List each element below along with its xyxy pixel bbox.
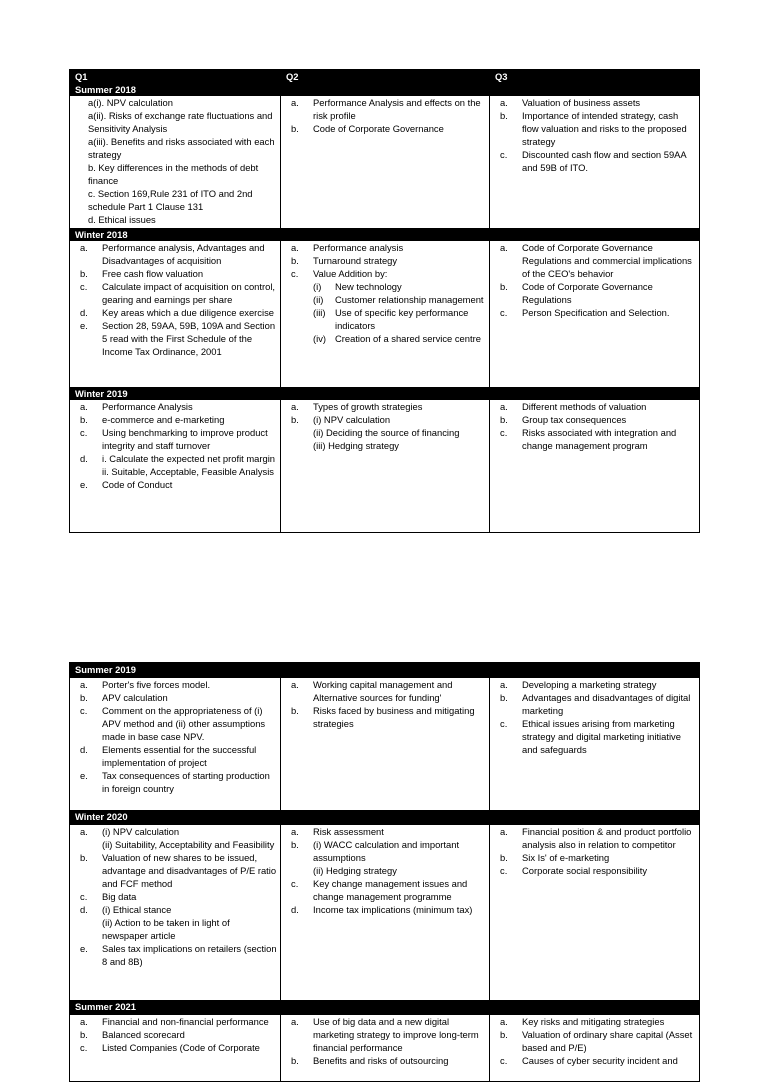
topic-item [75, 400, 277, 413]
item-text: Benefits and risks of outsourcing [313, 1054, 449, 1066]
section-title-row [70, 387, 700, 400]
item-marker: d. [80, 743, 88, 755]
item-text: Performance analysis, Advantages and Disadvantages of acquisition [102, 242, 265, 266]
section-title: Winter 2019 [70, 387, 700, 400]
topic-item [286, 413, 486, 426]
header-q1: Q1 [70, 70, 281, 84]
topic-item [495, 717, 696, 756]
item-text: Section 28, 59AA, 59B, 109A and Section 5 read with the First Schedule of the Income Tax Ordinance, 2001 [102, 320, 276, 357]
item-marker: b. [500, 281, 508, 292]
item-marker: b. [80, 851, 88, 863]
topic-item [286, 678, 486, 704]
item-marker: b. [291, 255, 299, 266]
item-marker: c. [291, 268, 299, 279]
q3-cell [490, 825, 700, 1000]
item-text: Comment on the appropriateness of (i) APV method and (ii) other assumptions made in base case NPV. [102, 704, 266, 742]
item-marker: b. [80, 1028, 88, 1040]
item-marker: b. [500, 1028, 508, 1040]
q1-cell [70, 1015, 281, 1082]
topic-list [75, 825, 277, 968]
topic-item [75, 465, 277, 478]
item-text: Big data [102, 890, 137, 902]
topic-item [286, 877, 486, 903]
item-text: ii. Suitable, Acceptable, Feasible Analysis [102, 466, 274, 477]
item-marker: b. [291, 1054, 299, 1066]
topic-item [75, 691, 277, 704]
header-row [70, 70, 700, 84]
item-marker: b. [80, 268, 88, 279]
q2-cell [281, 678, 490, 811]
q1-cell [70, 678, 281, 811]
item-text: Code of Corporate Governance Regulations [522, 281, 653, 305]
item-marker: a. [291, 825, 299, 837]
topic-item: a(iii). Benefits and risks associated with each strategy [88, 136, 275, 160]
topic-item [495, 691, 696, 717]
item-text: Income tax implications (minimum tax) [313, 903, 473, 915]
section-title: Winter 2020 [70, 810, 700, 825]
q3-cell [490, 241, 700, 387]
item-text: Elements essential for the successful implementation of project [102, 743, 257, 768]
item-text: Use of big data and a new digital marketing strategy to improve long-term financial performance [313, 1015, 479, 1053]
sub-topic-item [308, 332, 486, 345]
item-text: Person Specification and Selection. [522, 307, 670, 318]
item-marker: a. [291, 401, 299, 412]
topic-item [75, 1015, 277, 1028]
item-text: (i) Ethical stance [102, 903, 172, 915]
topic-item [495, 1028, 696, 1054]
sub-topic-list [286, 280, 486, 345]
topic-item [75, 678, 277, 691]
section-title: Summer 2018 [70, 83, 700, 96]
header-q3: Q3 [490, 70, 700, 84]
item-text: Group tax consequences [522, 414, 627, 425]
topic-item [495, 306, 696, 319]
item-text: Creation of a shared service centre [335, 333, 481, 344]
item-text: Free cash flow valuation [102, 268, 204, 279]
topic-item [75, 452, 277, 465]
topic-list [286, 678, 486, 730]
item-marker: e. [80, 942, 88, 954]
item-marker: d. [291, 903, 299, 915]
topic-item [286, 825, 486, 838]
item-marker: a. [80, 242, 88, 253]
item-marker: a. [291, 678, 299, 690]
item-marker: b. [80, 414, 88, 425]
topic-item: a(ii). Risks of exchange rate fluctuations and Sensitivity Analysis [88, 110, 273, 134]
topic-item [286, 426, 486, 439]
item-text: Code of Conduct [102, 479, 173, 490]
topic-item [286, 122, 486, 135]
item-text: Key areas which a due diligence exercise [102, 307, 274, 318]
topic-list [495, 96, 696, 174]
topic-item [286, 96, 486, 122]
section-title: Summer 2019 [70, 663, 700, 678]
item-marker: e. [80, 479, 88, 490]
section-title-row [70, 663, 700, 678]
section-content-row [70, 96, 700, 228]
q2-cell [281, 96, 490, 228]
item-text: Different methods of valuation [522, 401, 647, 412]
exam-topics-table-1 [69, 69, 700, 533]
topic-item [286, 254, 486, 267]
topic-item [75, 319, 277, 358]
section-title-row [70, 228, 700, 241]
item-text: Valuation of ordinary share capital (Asset based and P/E) [522, 1028, 693, 1053]
item-marker: c. [500, 717, 508, 729]
topic-list [286, 1015, 486, 1067]
topic-item [495, 1054, 696, 1067]
q2-cell [281, 825, 490, 1000]
topic-item [75, 838, 277, 851]
section-title-row [70, 810, 700, 825]
q1-cell [70, 96, 281, 228]
topic-item [75, 478, 277, 491]
sub-topic-item [308, 306, 486, 332]
topic-item: d. Ethical issues [88, 214, 156, 225]
item-marker: c. [80, 1041, 88, 1053]
section-content-row [70, 1015, 700, 1082]
item-text: Using benchmarking to improve product integrity and staff turnover [102, 427, 268, 451]
item-text: Corporate social responsibility [522, 864, 648, 876]
topic-item [75, 306, 277, 319]
item-text: Causes of cyber security incident and [522, 1054, 678, 1066]
topic-item [75, 890, 277, 903]
topic-item [286, 838, 486, 864]
header-q2: Q2 [281, 70, 490, 84]
item-text: Calculate impact of acquisition on control, gearing and earnings per share [102, 281, 276, 305]
item-marker: b. [291, 704, 299, 716]
section-content-row [70, 825, 700, 1000]
item-marker: c. [80, 704, 88, 716]
topic-list [495, 400, 696, 452]
topic-item [286, 241, 486, 254]
topic-item [75, 851, 277, 890]
topic-item [75, 769, 277, 795]
topic-item [495, 96, 696, 109]
topic-item [75, 743, 277, 769]
item-marker: a. [500, 401, 508, 412]
item-marker: (iv) [313, 333, 327, 344]
topic-item [495, 241, 696, 280]
item-marker: a. [500, 97, 508, 108]
item-text: Types of growth strategies [313, 401, 423, 412]
item-marker: c. [291, 877, 299, 889]
section-content-row [70, 678, 700, 811]
q3-cell [490, 96, 700, 228]
topic-list [495, 678, 696, 756]
section-content-row [70, 400, 700, 532]
q3-cell [490, 678, 700, 811]
q2-cell [281, 241, 490, 387]
item-marker: a. [80, 401, 88, 412]
item-text: (ii) Suitability, Acceptability and Feasibility [102, 838, 275, 850]
item-marker: c. [500, 149, 508, 160]
item-text: Value Addition by: [313, 268, 388, 279]
item-marker: b. [500, 851, 508, 863]
item-marker: e. [80, 769, 88, 781]
item-marker: (i) [313, 281, 322, 292]
topic-list [286, 96, 486, 135]
item-text: (i) WACC calculation and important assumptions [313, 838, 460, 863]
topic-list [75, 96, 277, 226]
item-marker: a. [291, 97, 299, 108]
topic-item [286, 400, 486, 413]
topic-item [495, 1015, 696, 1028]
item-marker: b. [291, 414, 299, 425]
item-marker: c. [500, 864, 508, 876]
topic-list [75, 678, 277, 795]
item-text: (iii) Hedging strategy [313, 440, 399, 451]
item-marker: a. [291, 242, 299, 253]
item-marker: a. [80, 825, 88, 837]
item-marker: a. [500, 825, 508, 837]
item-marker: a. [80, 678, 88, 690]
topic-item [75, 426, 277, 452]
item-text: Risks associated with integration and change management program [522, 427, 677, 451]
sub-topic-item [308, 280, 486, 293]
item-marker: b. [500, 110, 508, 121]
topic-item [75, 241, 277, 267]
section-content-row [70, 241, 700, 387]
item-text: Discounted cash flow and section 59AA and 59B of ITO. [522, 149, 687, 173]
topic-item: b. Key differences in the methods of debt finance [88, 162, 259, 186]
sub-topic-item [308, 293, 486, 306]
topic-item [495, 280, 696, 306]
item-marker: a. [291, 1015, 299, 1027]
item-text: (ii) Hedging strategy [313, 864, 397, 876]
topic-item [75, 280, 277, 306]
q1-cell [70, 400, 281, 532]
topic-item [495, 413, 696, 426]
topic-item [495, 678, 696, 691]
topic-item [286, 1015, 486, 1054]
item-text: APV calculation [102, 691, 168, 703]
item-text: (i) NPV calculation [313, 414, 391, 425]
item-marker: a. [500, 242, 508, 253]
item-text: Key change management issues and change management programme [313, 877, 468, 902]
topic-item [495, 148, 696, 174]
item-marker: (iii) [313, 307, 326, 318]
q3-cell [490, 400, 700, 532]
item-text: Use of specific key performance indicators [335, 307, 469, 331]
section-title: Summer 2021 [70, 1000, 700, 1015]
item-text: Valuation of new shares to be issued, advantage and disadvantages of P/E ratio and FCF method [102, 851, 277, 889]
item-text: Code of Corporate Governance [313, 123, 444, 134]
topic-item [75, 704, 277, 743]
q2-cell [281, 400, 490, 532]
section-title: Winter 2018 [70, 228, 700, 241]
topic-item [75, 413, 277, 426]
item-marker: d. [80, 903, 88, 915]
section-title-row [70, 1000, 700, 1015]
item-text: Importance of intended strategy, cash flow valuation and risks to the proposed strategy [522, 110, 687, 147]
item-text: Performance Analysis and effects on the risk profile [313, 97, 481, 121]
item-marker: b. [80, 691, 88, 703]
item-marker: a. [500, 1015, 508, 1027]
item-text: Financial and non-financial performance [102, 1015, 269, 1027]
item-marker: e. [80, 320, 88, 331]
topic-item: c. Section 169,Rule 231 of ITO and 2nd schedule Part 1 Clause 131 [88, 188, 253, 212]
topic-item [75, 942, 277, 968]
topic-item [75, 916, 277, 942]
topic-item [75, 1041, 277, 1054]
item-text: Ethical issues arising from marketing strategy and digital marketing initiative and safeguards [522, 717, 681, 755]
topic-item [495, 426, 696, 452]
item-marker: d. [80, 453, 88, 464]
item-text: Valuation of business assets [522, 97, 641, 108]
item-text: (i) NPV calculation [102, 825, 180, 837]
item-text: Risks faced by business and mitigating strategies [313, 704, 475, 729]
item-text: (ii) Action to be taken in light of newspaper article [102, 916, 230, 941]
topic-item [75, 1028, 277, 1041]
item-text: Working capital management and Alternative sources for funding' [313, 678, 453, 703]
item-marker: c. [80, 890, 88, 902]
item-marker: b. [500, 691, 508, 703]
item-text: Advantages and disadvantages of digital marketing [522, 691, 691, 716]
q1-cell [70, 241, 281, 387]
topic-list [286, 241, 486, 280]
item-marker: a. [500, 678, 508, 690]
item-text: Customer relationship management [335, 294, 484, 305]
topic-item [286, 704, 486, 730]
q3-cell [490, 1015, 700, 1082]
topic-list [286, 825, 486, 916]
topic-item [75, 267, 277, 280]
topic-item [286, 864, 486, 877]
item-text: Performance analysis [313, 242, 404, 253]
item-text: Six Is' of e-marketing [522, 851, 610, 863]
topic-item [495, 109, 696, 148]
topic-item [286, 439, 486, 452]
topic-item [495, 851, 696, 864]
item-text: Risk assessment [313, 825, 384, 837]
item-marker: a. [80, 1015, 88, 1027]
topic-list [75, 400, 277, 491]
item-text: i. Calculate the expected net profit margin [102, 453, 276, 464]
topic-list [495, 1015, 696, 1067]
item-marker: b. [291, 838, 299, 850]
item-marker: c. [80, 281, 88, 292]
topic-list [495, 825, 696, 877]
item-marker: c. [80, 427, 88, 438]
topic-item [286, 267, 486, 280]
item-text: Balanced scorecard [102, 1028, 185, 1040]
topic-item [495, 400, 696, 413]
topic-item: a(i). NPV calculation [88, 97, 173, 108]
item-text: Key risks and mitigating strategies [522, 1015, 665, 1027]
item-text: Performance Analysis [102, 401, 193, 412]
q2-cell [281, 1015, 490, 1082]
item-text: Tax consequences of starting production in foreign country [102, 769, 270, 794]
topic-item [495, 864, 696, 877]
topic-list [75, 1015, 277, 1054]
topic-item [75, 825, 277, 838]
exam-topics-table-2 [69, 662, 700, 1082]
topic-item [75, 903, 277, 916]
section-title-row [70, 83, 700, 96]
item-marker: c. [500, 1054, 508, 1066]
item-marker: d. [80, 307, 88, 318]
topic-item [286, 903, 486, 916]
topic-list [495, 241, 696, 319]
item-marker: (ii) [313, 294, 324, 305]
item-text: Listed Companies (Code of Corporate [102, 1041, 260, 1053]
topic-item [495, 825, 696, 851]
item-text: Sales tax implications on retailers (section 8 and 8B) [102, 942, 277, 967]
item-text: Developing a marketing strategy [522, 678, 657, 690]
item-marker: b. [500, 414, 508, 425]
item-text: Porter's five forces model. [102, 678, 211, 690]
item-text: Financial position & and product portfolio analysis also in relation to competitor [522, 825, 692, 850]
item-text: Turnaround strategy [313, 255, 398, 266]
item-text: (ii) Deciding the source of financing [313, 427, 460, 438]
item-marker: c. [500, 427, 508, 438]
q1-cell [70, 825, 281, 1000]
item-marker: b. [291, 123, 299, 134]
item-text: e-commerce and e-marketing [102, 414, 225, 425]
topic-list [286, 400, 486, 452]
item-text: Code of Corporate Governance Regulations and commercial implications of the CEO's behavior [522, 242, 692, 279]
item-marker: c. [500, 307, 508, 318]
topic-item [286, 1054, 486, 1067]
topic-list [75, 241, 277, 358]
item-text: New technology [335, 281, 402, 292]
